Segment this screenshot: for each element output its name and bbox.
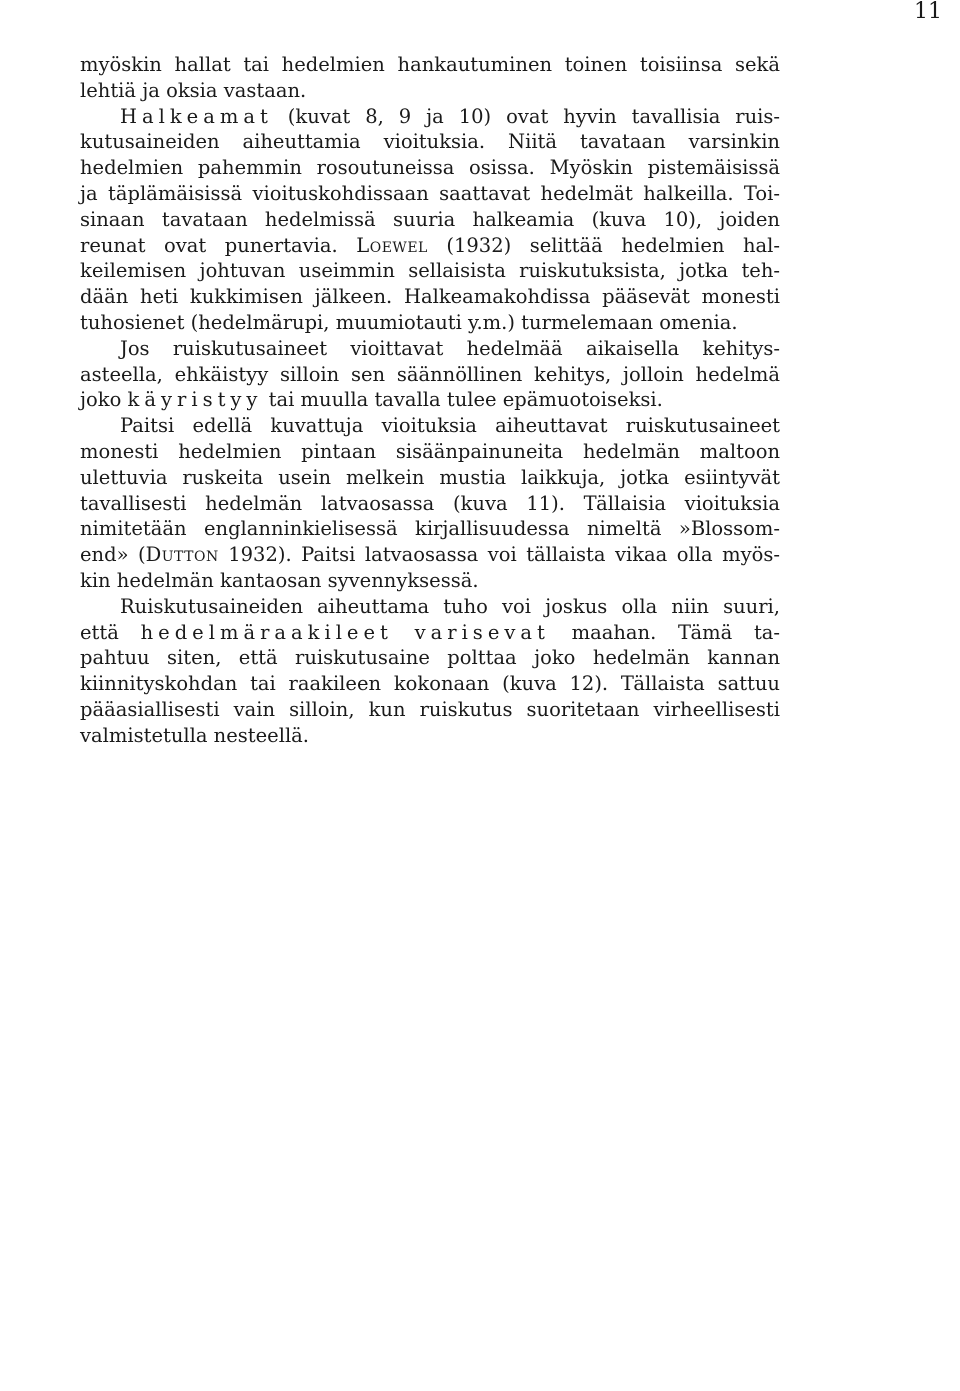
- text-segment: keilemisen johtuvan useimmin sellaisista ruiskutuksista, jotka teh-: [80, 259, 780, 283]
- text-segment: kin hedelmän kantaosan syvennyksessä.: [80, 568, 479, 592]
- emphasized-term: hedelmäraakileet: [140, 620, 393, 644]
- text-line: [80, 155, 780, 181]
- text-segment: monesti hedelmien pintaan sisäänpainuneita hedelmän maltoon: [80, 439, 780, 463]
- text-segment: maahan. Tämä ta-: [549, 620, 780, 644]
- text-segment: (kuvat 8, 9 ja 10) ovat hyvin tavallisia ruis-: [272, 104, 780, 128]
- text-line: [80, 439, 780, 465]
- text-line: [80, 645, 780, 671]
- text-segment: tuhosienet (hedelmärupi, muumiotauti y.m.) turmelemaan omenia.: [80, 310, 738, 334]
- text-line: [80, 568, 780, 594]
- text-segment: joko: [80, 388, 128, 412]
- text-line: [80, 594, 780, 620]
- text-line: [80, 620, 780, 646]
- text-line: [80, 413, 780, 439]
- text-segment: (1932) selittää hedelmien hal-: [427, 233, 780, 257]
- text-line: [80, 284, 780, 310]
- text-line: [80, 52, 780, 78]
- emphasized-term: Halkeamat: [120, 104, 273, 128]
- emphasized-term: käyristyy: [127, 388, 263, 412]
- text-line: [80, 336, 780, 362]
- text-line: [80, 697, 780, 723]
- text-line: [80, 491, 780, 517]
- author-citation: Loewel: [356, 233, 428, 257]
- text-segment: kutusaineiden aiheuttamia vioituksia. Niitä tavataan varsinkin: [80, 130, 780, 154]
- text-line: [80, 387, 780, 413]
- text-segment: kiinnityskohdan tai raakileen kokonaan (kuva 12). Tällaista sattuu: [80, 672, 780, 696]
- text-segment: 1932). Paitsi latvaosassa voi tällaista vikaa olla myös-: [218, 543, 780, 567]
- text-segment: ulettuvia ruskeita usein melkein mustia laikkuja, jotka esiintyvät: [80, 465, 780, 489]
- text-segment: Paitsi edellä kuvattuja vioituksia aiheuttavat ruiskutusaineet: [120, 414, 780, 438]
- text-line: [80, 671, 780, 697]
- text-segment: sinaan tavataan hedelmissä suuria halkeamia (kuva 10), joiden: [80, 207, 780, 231]
- text-segment: [393, 621, 415, 644]
- text-segment: myöskin hallat tai hedelmien hankautuminen toinen toisiinsa sekä: [80, 53, 780, 76]
- text-segment: hedelmien pahemmin rosoutuneissa osissa. Myöskin pistemäisissä: [80, 156, 780, 180]
- author-citation: Dutton: [145, 543, 219, 567]
- text-segment: reunat ovat punertavia.: [80, 233, 357, 257]
- text-line: [80, 542, 780, 568]
- text-segment: että: [80, 620, 141, 644]
- text-line: [80, 310, 780, 336]
- text-line: [80, 516, 780, 542]
- text-segment: end» (: [80, 543, 146, 567]
- text-line: [80, 233, 780, 259]
- emphasized-term: varisevat: [414, 620, 550, 644]
- body-text: [80, 52, 780, 749]
- text-line: [80, 723, 780, 749]
- text-line: [80, 207, 780, 233]
- text-segment: lehtiä ja oksia vastaan.: [80, 78, 307, 102]
- text-line: [80, 129, 780, 155]
- text-line: [80, 104, 780, 130]
- text-segment: pahtuu siten, että ruiskutusaine polttaa joko hedelmän kannan: [80, 646, 780, 670]
- text-segment: dään heti kukkimisen jälkeen. Halkeamakohdissa pääsevät monesti: [80, 285, 780, 309]
- text-segment: Jos ruiskutusaineet vioittavat hedelmää aikaisella kehitys-: [120, 336, 780, 360]
- text-line: [80, 258, 780, 284]
- text-segment: nimitetään englanninkielisessä kirjallisuudessa nimeltä »Blossom-: [80, 517, 780, 541]
- text-line: [80, 78, 780, 104]
- text-segment: Ruiskutusaineiden aiheuttama tuho voi joskus olla niin suuri,: [120, 594, 780, 618]
- text-line: [80, 362, 780, 388]
- page-number: 11: [914, 0, 942, 24]
- text-line: [80, 181, 780, 207]
- text-segment: tavallisesti hedelmän latvaosassa (kuva 11). Tällaisia vioituksia: [80, 491, 780, 515]
- text-line: [80, 465, 780, 491]
- text-segment: pääasiallisesti vain silloin, kun ruiskutus suoritetaan virheellisesti: [80, 697, 780, 721]
- text-segment: ja täplämäisissä vioituskohdissaan saattavat hedelmät halkeilla. Toi-: [80, 181, 780, 205]
- text-segment: valmistetulla nesteellä.: [80, 723, 310, 747]
- text-segment: tai muulla tavalla tulee epämuotoiseksi.: [262, 388, 663, 412]
- text-segment: asteella, ehkäistyy silloin sen säännöllinen kehitys, jolloin hedelmä: [80, 362, 780, 386]
